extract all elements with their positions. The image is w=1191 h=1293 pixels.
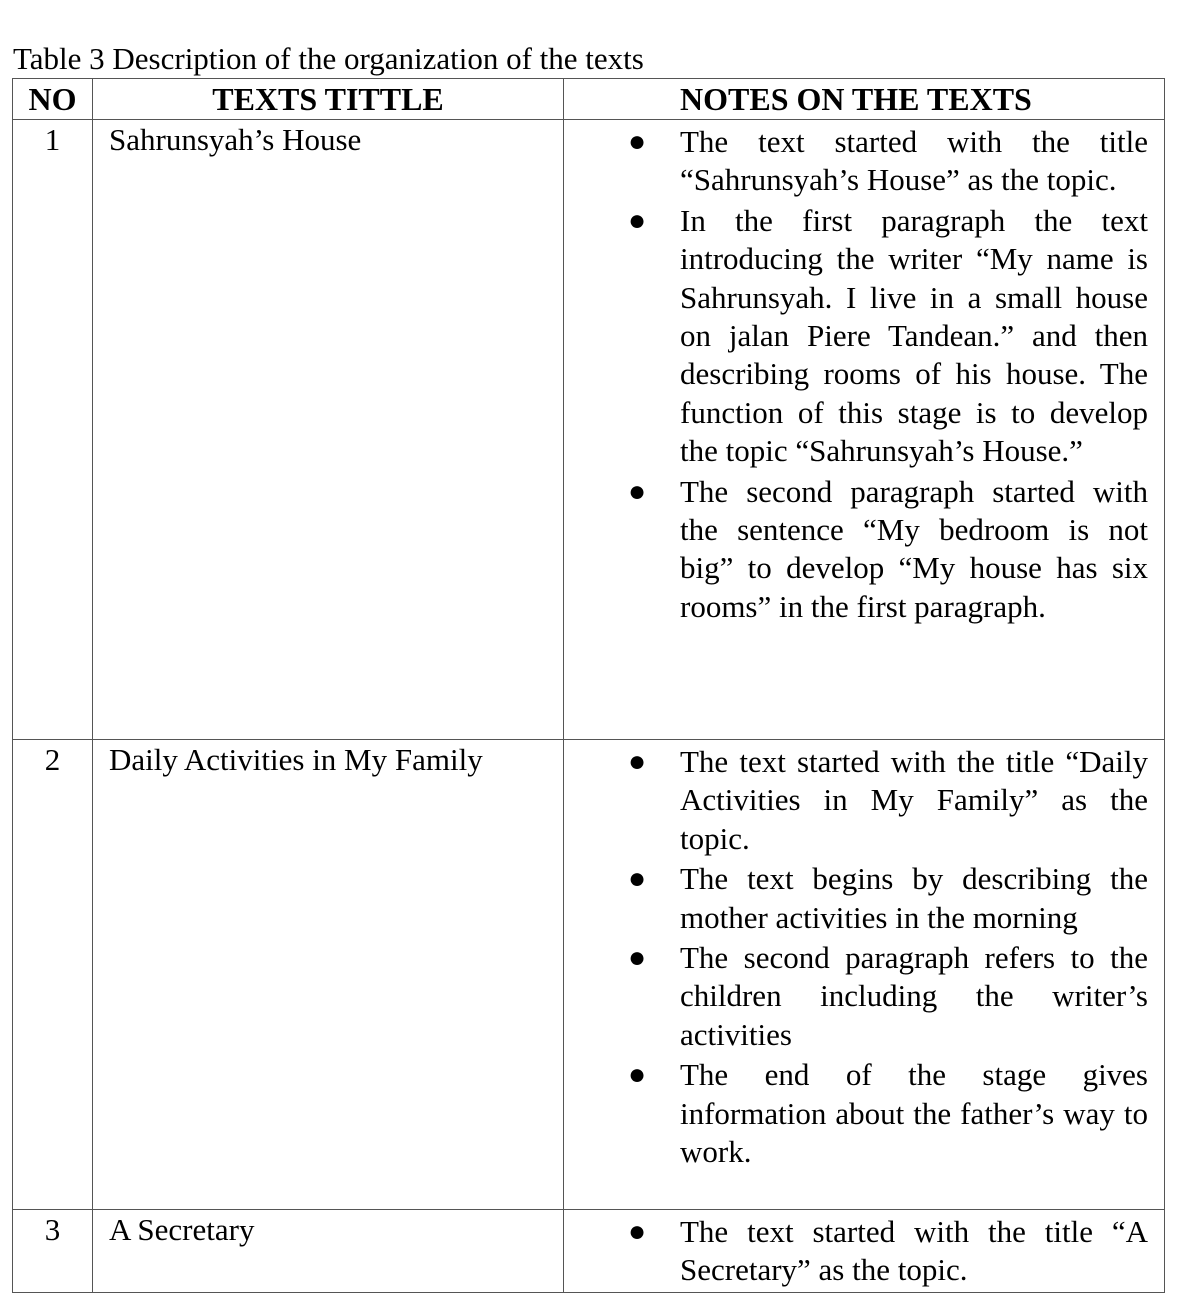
list-item <box>564 1213 1148 1290</box>
list-item <box>564 123 1148 200</box>
bullet-icon: ● <box>628 862 647 896</box>
bullet-icon: ● <box>628 474 647 508</box>
bullet-icon: ● <box>628 1058 647 1092</box>
notes-list <box>564 1210 1164 1290</box>
list-item <box>564 202 1148 471</box>
bullet-icon: ● <box>628 1215 647 1248</box>
note-text: The second paragraph refers to the children including the writer’s activities <box>680 940 1148 1052</box>
row-notes <box>564 740 1165 1210</box>
row-title: Sahrunsyah’s House <box>93 120 564 740</box>
note-text: The end of the stage gives information about the father’s way to work. <box>680 1057 1148 1170</box>
bullet-icon: ● <box>628 745 647 778</box>
table-header-row <box>13 79 1165 120</box>
notes-list <box>564 120 1164 626</box>
list-item <box>564 743 1148 858</box>
list-item <box>564 1056 1148 1171</box>
note-text: The text begins by describing the mother activities in the morning <box>680 861 1148 935</box>
list-item <box>564 939 1148 1054</box>
note-text: The text started with the title “A Secretary” as the topic. <box>680 1214 1148 1288</box>
note-text: The text started with the title “Daily Activities in My Family” as the topic. <box>680 744 1148 856</box>
bullet-icon: ● <box>628 203 647 237</box>
row-notes <box>564 1210 1165 1293</box>
bullet-icon: ● <box>628 125 647 158</box>
list-item <box>564 860 1148 937</box>
row-title: A Secretary <box>93 1210 564 1293</box>
header-notes: NOTES ON THE TEXTS <box>564 79 1165 120</box>
organization-table <box>12 78 1165 1293</box>
row-number: 1 <box>13 120 93 740</box>
row-number: 3 <box>13 1210 93 1293</box>
table-row <box>13 740 1165 1210</box>
row-notes <box>564 120 1165 740</box>
header-texts-title: TEXTS TITTLE <box>93 79 564 120</box>
row-number: 2 <box>13 740 93 1210</box>
list-item <box>564 473 1148 627</box>
note-text: The second paragraph started with the sentence “My bedroom is not big” to develop “My house has six rooms” in the first paragraph. <box>680 473 1148 624</box>
note-text: In the first paragraph the text introducing the writer “My name is Sahrunsyah. I live in a small house on jalan Piere Tandean.” and then describing rooms of his house. The function of this stage is to develop the topic “Sahrunsyah’s House.” <box>680 202 1148 469</box>
table-caption: Table 3 Description of the organization of the texts <box>13 41 644 76</box>
table-row <box>13 1210 1165 1293</box>
bullet-icon: ● <box>628 941 647 975</box>
table-row <box>13 120 1165 740</box>
header-no: NO <box>13 79 93 120</box>
row-title: Daily Activities in My Family <box>93 740 564 1210</box>
note-text: The text started with the title “Sahrunsyah’s House” as the topic. <box>680 124 1148 198</box>
notes-list <box>564 740 1164 1171</box>
